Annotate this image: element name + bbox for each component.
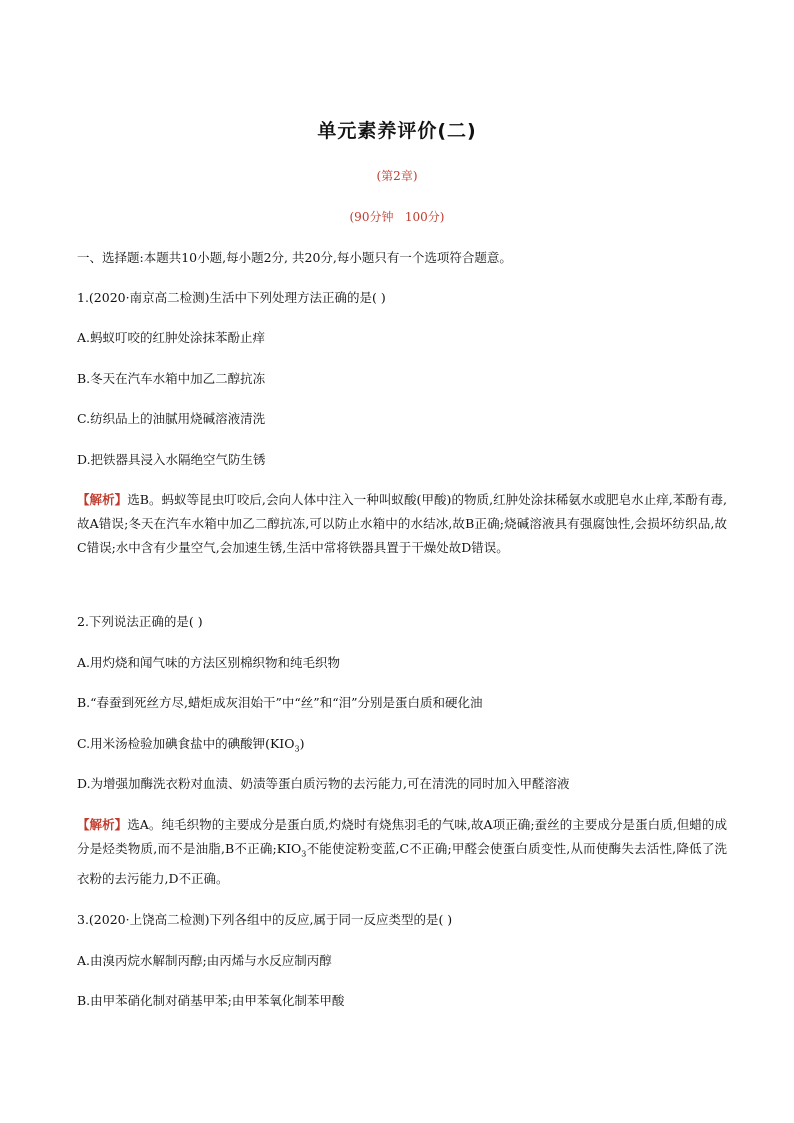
question-3-stem: 3.(2020·上饶高二检测)下列各组中的反应,属于同一反应类型的是( ) xyxy=(77,912,453,927)
timing-label: (90分钟 100分) xyxy=(349,210,445,224)
section-instruction: 一、选择题:本题共10小题,每小题2分, 共20分,每小题只有一个选项符合题意。 xyxy=(77,250,512,265)
question-2-analysis: 【解析】选A。纯毛织物的主要成分是蛋白质,灼烧时有烧焦羽毛的气味,故A项正确;蚕丝的主要成分是蛋白质,但蜡的成分是烃类物质,而不是油脂,B不正确$;KIO_3$不能使淀粉变蓝,C不正确;甲醛会使蛋白质变性,从而使酶失去活性,降低了洗衣粉的去污能力,D不正确。 xyxy=(77,817,727,886)
chapter-label: (第2章) xyxy=(376,169,418,183)
page-title: 单元素养评价(二) xyxy=(317,120,477,142)
question-2-option-b: B.“春蚕到死丝方尽,蜡炬成灰泪始干”中“丝”和“泪”分别是蛋白质和硬化油 xyxy=(77,695,483,710)
question-2-option-d: D.为增强加酶洗衣粉对血渍、奶渍等蛋白质污物的去污能力,可在清洗的同时加入甲醛溶液 xyxy=(77,776,570,791)
question-1-analysis xyxy=(77,488,727,560)
question-3-option-a: A.由溴丙烷水解制丙醇;由丙烯与水反应制丙醇 xyxy=(77,953,332,968)
question-1-option-b: B.冬天在汽车水箱中加乙二醇抗冻 xyxy=(77,371,266,386)
question-1-stem: 1.(2020·南京高二检测)生活中下列处理方法正确的是( ) xyxy=(77,290,386,305)
analysis-text: 选B。蚂蚁等昆虫叮咬后,会向人体中注入一种叫蚁酸(甲酸)的物质,红肿处涂抹稀氨水或肥皂水止痒,苯酚有毒,故A错误;冬天在汽车水箱中加乙二醇抗冻,可以防止水箱中的水结冰,故B正确;烧碱溶液具有强腐蚀性,会损坏纺织品,故C错误;水中含有少量空气,会加速生锈,生活中常将铁器具置于干燥处故D错误。 xyxy=(77,492,727,555)
question-1-option-a: A.蚂蚁叮咬的红肿处涂抹苯酚止痒 xyxy=(77,330,266,345)
analysis-tag: 【解析】 xyxy=(77,817,128,832)
question-2-option-c: C.用米汤检验加碘食盐中的碘酸钾$(KIO_3)$ xyxy=(77,736,305,754)
question-3-option-b: B.由甲苯硝化制对硝基甲苯;由甲苯氧化制苯甲酸 xyxy=(77,993,345,1008)
question-1-option-d: D.把铁器具浸入水隔绝空气防生锈 xyxy=(77,452,266,467)
question-2-option-a: A.用灼烧和闻气味的方法区别棉织物和纯毛织物 xyxy=(77,655,341,670)
question-2-stem: 2.下列说法正确的是( ) xyxy=(77,614,203,629)
question-1-option-c: C.纺织品上的油腻用烧碱溶液清洗 xyxy=(77,411,266,426)
analysis-tag: 【解析】 xyxy=(77,492,128,507)
